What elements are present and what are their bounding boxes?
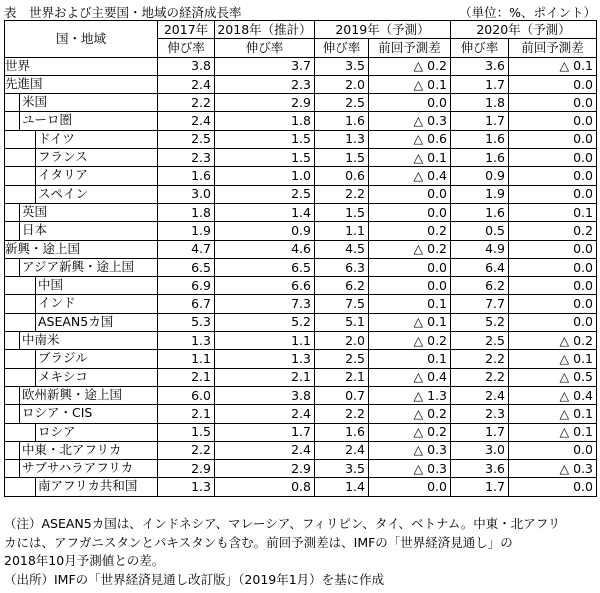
table-title: 表 世界および主要国・地域の経済成長率: [4, 5, 242, 20]
region-name: 中東・北アフリカ: [19, 442, 157, 459]
value-cell-v2018: 2.9: [215, 94, 315, 112]
table-row: [5, 75, 597, 93]
value-cell-v2017: 3.8: [158, 57, 215, 75]
region-name-cell: [5, 185, 158, 203]
value-cell-v2020: 1.7: [451, 423, 509, 441]
value-cell-v2019: 3.5: [315, 460, 369, 478]
value-cell-d2019: 0.0: [369, 258, 451, 276]
region-name-cell: [5, 167, 158, 185]
header-diff-2019: 前回予測差: [369, 39, 451, 57]
value-cell-v2020: 1.8: [451, 94, 509, 112]
value-cell-v2019: 2.0: [315, 75, 369, 93]
header-growth-2018: 伸び率: [215, 39, 315, 57]
value-cell-v2017: 2.1: [158, 368, 215, 386]
value-cell-v2017: 1.6: [158, 167, 215, 185]
region-name: 先進国: [5, 75, 43, 91]
value-cell-d2020: 0.2: [509, 222, 597, 240]
footnotes: [4, 515, 600, 589]
value-cell-v2019: 4.5: [315, 240, 369, 258]
value-cell-d2019: △ 0.6: [369, 130, 451, 148]
header-diff-2020: 前回予測差: [509, 39, 597, 57]
region-name: 英国: [19, 204, 157, 221]
value-cell-v2018: 2.1: [215, 368, 315, 386]
value-cell-v2018: 2.4: [215, 441, 315, 459]
value-cell-d2020: △ 0.5: [509, 368, 597, 386]
region-name-cell: [5, 112, 158, 130]
value-cell-d2019: △ 0.1: [369, 149, 451, 167]
value-cell-d2019: 0.0: [369, 185, 451, 203]
value-cell-d2019: 0.1: [369, 350, 451, 368]
header-row-1: [5, 21, 597, 39]
region-name-cell: [5, 130, 158, 148]
note-line: 2018年10月予測値との差。: [4, 553, 165, 568]
value-cell-v2018: 4.6: [215, 240, 315, 258]
value-cell-d2019: △ 0.2: [369, 423, 451, 441]
region-name: 新興・途上国: [5, 240, 81, 256]
value-cell-v2019: 1.6: [315, 423, 369, 441]
header-growth-2019: 伸び率: [315, 39, 369, 57]
value-cell-d2019: 0.2: [369, 222, 451, 240]
value-cell-d2020: 0.0: [509, 441, 597, 459]
value-cell-v2017: 1.3: [158, 478, 215, 496]
region-name: ブラジル: [35, 350, 157, 367]
value-cell-v2017: 1.5: [158, 423, 215, 441]
region-name-cell: [5, 460, 158, 478]
value-cell-d2019: △ 1.3: [369, 386, 451, 404]
region-name-cell: [5, 295, 158, 313]
value-cell-v2019: 1.1: [315, 222, 369, 240]
region-name-cell: [5, 277, 158, 295]
table-row: [5, 423, 597, 441]
table-row: [5, 405, 597, 423]
value-cell-v2017: 1.1: [158, 350, 215, 368]
value-cell-v2019: 0.7: [315, 386, 369, 404]
value-cell-d2020: △ 0.4: [509, 386, 597, 404]
table-row: [5, 460, 597, 478]
value-cell-d2020: 0.0: [509, 478, 597, 496]
value-cell-v2020: 3.6: [451, 57, 509, 75]
value-cell-v2017: 2.2: [158, 441, 215, 459]
value-cell-v2018: 1.5: [215, 149, 315, 167]
value-cell-v2019: 1.6: [315, 112, 369, 130]
value-cell-v2019: 2.0: [315, 332, 369, 350]
value-cell-d2019: △ 0.2: [369, 57, 451, 75]
region-name-cell: [5, 386, 158, 404]
value-cell-v2017: 2.3: [158, 149, 215, 167]
table-row: [5, 167, 597, 185]
value-cell-v2020: 1.6: [451, 130, 509, 148]
region-name-cell: [5, 441, 158, 459]
value-cell-d2020: 0.0: [509, 277, 597, 295]
value-cell-v2020: 6.2: [451, 277, 509, 295]
value-cell-v2019: 1.5: [315, 203, 369, 221]
region-name-cell: [5, 57, 158, 75]
region-name: メキシコ: [35, 369, 157, 386]
value-cell-v2019: 1.3: [315, 130, 369, 148]
region-name: ロシア・CIS: [19, 405, 157, 422]
value-cell-v2020: 1.7: [451, 75, 509, 93]
value-cell-v2019: 1.5: [315, 149, 369, 167]
region-name: 日本: [19, 222, 157, 239]
region-name-cell: [5, 149, 158, 167]
value-cell-d2020: △ 0.1: [509, 57, 597, 75]
table-row: [5, 441, 597, 459]
region-name-cell: [5, 423, 158, 441]
table-body: [5, 57, 597, 496]
value-cell-v2017: 6.5: [158, 258, 215, 276]
value-cell-v2017: 1.3: [158, 332, 215, 350]
value-cell-v2019: 3.5: [315, 57, 369, 75]
note-line: （注）ASEAN5カ国は、インドネシア、マレーシア、フィリピン、タイ、ベトナム。中東・北アフリ: [4, 516, 561, 531]
value-cell-v2017: 6.7: [158, 295, 215, 313]
region-name: ユーロ圏: [19, 112, 157, 129]
header-2020: 2020年（予測）: [451, 21, 597, 39]
table-row: [5, 295, 597, 313]
value-cell-v2017: 6.0: [158, 386, 215, 404]
value-cell-v2017: 5.3: [158, 313, 215, 331]
region-name-cell: [5, 313, 158, 331]
value-cell-d2019: △ 0.3: [369, 441, 451, 459]
region-name: インド: [35, 295, 157, 312]
value-cell-v2018: 6.5: [215, 258, 315, 276]
value-cell-d2020: △ 0.1: [509, 350, 597, 368]
header-growth-2020: 伸び率: [451, 39, 509, 57]
value-cell-v2017: 2.5: [158, 130, 215, 148]
value-cell-v2020: 1.6: [451, 149, 509, 167]
value-cell-v2018: 1.4: [215, 203, 315, 221]
value-cell-d2020: 0.0: [509, 75, 597, 93]
value-cell-v2019: 2.1: [315, 368, 369, 386]
table-row: [5, 130, 597, 148]
value-cell-d2020: 0.0: [509, 258, 597, 276]
region-name-cell: [5, 332, 158, 350]
region-name: 世界: [5, 57, 31, 73]
value-cell-d2019: 0.0: [369, 203, 451, 221]
value-cell-d2020: 0.0: [509, 149, 597, 167]
region-name: 欧州新興・途上国: [19, 387, 157, 404]
value-cell-d2020: 0.0: [509, 185, 597, 203]
value-cell-d2019: 0.1: [369, 295, 451, 313]
value-cell-d2019: △ 0.2: [369, 405, 451, 423]
value-cell-v2020: 1.9: [451, 185, 509, 203]
region-name: スペイン: [35, 186, 157, 203]
value-cell-v2017: 2.4: [158, 75, 215, 93]
table-row: [5, 258, 597, 276]
table-row: [5, 332, 597, 350]
value-cell-v2017: 1.9: [158, 222, 215, 240]
value-cell-v2017: 2.4: [158, 112, 215, 130]
region-name: ASEAN5カ国: [35, 314, 157, 331]
value-cell-v2017: 2.2: [158, 94, 215, 112]
value-cell-v2019: 7.5: [315, 295, 369, 313]
value-cell-v2018: 6.6: [215, 277, 315, 295]
value-cell-v2020: 2.2: [451, 350, 509, 368]
region-name-cell: [5, 405, 158, 423]
value-cell-v2020: 3.6: [451, 460, 509, 478]
value-cell-v2020: 2.4: [451, 386, 509, 404]
value-cell-d2019: 0.0: [369, 94, 451, 112]
value-cell-v2019: 2.5: [315, 350, 369, 368]
region-name: 中南米: [19, 332, 157, 349]
region-name-cell: [5, 94, 158, 112]
source-line: （出所）IMFの「世界経済見通し改訂版」（2019年1月）を基に作成: [4, 571, 385, 587]
table-row: [5, 277, 597, 295]
value-cell-v2020: 5.2: [451, 313, 509, 331]
table-row: [5, 478, 597, 496]
value-cell-d2020: 0.0: [509, 240, 597, 258]
value-cell-v2017: 1.8: [158, 203, 215, 221]
region-name-cell: [5, 240, 158, 258]
table-row: [5, 203, 597, 221]
growth-rate-table: [4, 20, 597, 497]
region-name-cell: [5, 478, 158, 496]
note-line: カには、アフガニスタンとパキスタンも含む。前回予測差は、IMFの「世界経済見通し」の: [4, 534, 513, 550]
header-2017: 2017年: [158, 21, 215, 39]
value-cell-v2017: 2.9: [158, 460, 215, 478]
table-row: [5, 240, 597, 258]
value-cell-v2018: 2.4: [215, 405, 315, 423]
value-cell-v2019: 0.6: [315, 167, 369, 185]
region-name-cell: [5, 203, 158, 221]
value-cell-v2018: 1.8: [215, 112, 315, 130]
value-cell-v2018: 1.5: [215, 130, 315, 148]
value-cell-d2020: △ 0.1: [509, 423, 597, 441]
value-cell-v2019: 2.2: [315, 185, 369, 203]
table-row: [5, 386, 597, 404]
header-2018: 2018年（推計）: [215, 21, 315, 39]
value-cell-v2020: 1.7: [451, 112, 509, 130]
value-cell-v2017: 6.9: [158, 277, 215, 295]
table-row: [5, 368, 597, 386]
value-cell-v2018: 1.1: [215, 332, 315, 350]
value-cell-v2018: 3.7: [215, 57, 315, 75]
table-row: [5, 94, 597, 112]
value-cell-v2018: 2.9: [215, 460, 315, 478]
value-cell-d2020: 0.0: [509, 295, 597, 313]
value-cell-v2019: 1.4: [315, 478, 369, 496]
region-name: フランス: [35, 149, 157, 166]
value-cell-v2020: 6.4: [451, 258, 509, 276]
value-cell-v2018: 7.3: [215, 295, 315, 313]
table-title-row: [4, 2, 596, 20]
value-cell-v2017: 3.0: [158, 185, 215, 203]
value-cell-v2018: 0.8: [215, 478, 315, 496]
header-growth-2017: 伸び率: [158, 39, 215, 57]
region-name: 米国: [19, 94, 157, 111]
value-cell-v2019: 2.5: [315, 94, 369, 112]
table-row: [5, 313, 597, 331]
value-cell-v2020: 2.2: [451, 368, 509, 386]
header-region: 国・地域: [5, 21, 158, 58]
value-cell-d2020: 0.0: [509, 167, 597, 185]
header-2019: 2019年（予測）: [315, 21, 451, 39]
value-cell-d2020: △ 0.3: [509, 460, 597, 478]
value-cell-d2019: △ 0.2: [369, 240, 451, 258]
value-cell-d2019: △ 0.1: [369, 313, 451, 331]
region-name: ロシア: [35, 424, 157, 441]
value-cell-v2018: 2.3: [215, 75, 315, 93]
table-row: [5, 222, 597, 240]
value-cell-d2019: △ 0.3: [369, 460, 451, 478]
value-cell-v2018: 1.7: [215, 423, 315, 441]
value-cell-d2020: 0.0: [509, 313, 597, 331]
region-name-cell: [5, 368, 158, 386]
value-cell-v2017: 4.7: [158, 240, 215, 258]
unit-label: （単位：%、ポイント）: [459, 5, 596, 20]
value-cell-v2020: 7.7: [451, 295, 509, 313]
value-cell-d2020: 0.0: [509, 112, 597, 130]
value-cell-v2019: 5.1: [315, 313, 369, 331]
value-cell-d2019: △ 0.4: [369, 368, 451, 386]
table-row: [5, 350, 597, 368]
value-cell-d2019: △ 0.2: [369, 332, 451, 350]
value-cell-v2019: 6.3: [315, 258, 369, 276]
value-cell-v2018: 0.9: [215, 222, 315, 240]
table-row: [5, 185, 597, 203]
value-cell-v2019: 2.4: [315, 441, 369, 459]
region-name-cell: [5, 258, 158, 276]
value-cell-d2019: △ 0.1: [369, 75, 451, 93]
value-cell-v2019: 6.2: [315, 277, 369, 295]
value-cell-d2019: △ 0.4: [369, 167, 451, 185]
value-cell-d2019: △ 0.3: [369, 112, 451, 130]
value-cell-v2020: 2.3: [451, 405, 509, 423]
table-row: [5, 149, 597, 167]
region-name: アジア新興・途上国: [19, 259, 157, 276]
value-cell-v2018: 5.2: [215, 313, 315, 331]
region-name-cell: [5, 75, 158, 93]
region-name: 中国: [35, 277, 157, 294]
value-cell-v2020: 1.7: [451, 478, 509, 496]
value-cell-d2020: △ 0.2: [509, 332, 597, 350]
region-name-cell: [5, 350, 158, 368]
region-name: イタリア: [35, 167, 157, 184]
region-name: ドイツ: [35, 131, 157, 148]
value-cell-v2017: 2.1: [158, 405, 215, 423]
value-cell-v2019: 2.2: [315, 405, 369, 423]
table-row: [5, 112, 597, 130]
table-row: [5, 57, 597, 75]
value-cell-v2020: 1.6: [451, 203, 509, 221]
value-cell-v2018: 1.3: [215, 350, 315, 368]
value-cell-d2020: 0.1: [509, 203, 597, 221]
value-cell-d2020: 0.0: [509, 94, 597, 112]
region-name: サブサハラアフリカ: [19, 460, 157, 477]
value-cell-v2018: 3.8: [215, 386, 315, 404]
value-cell-d2019: 0.0: [369, 478, 451, 496]
value-cell-d2019: 0.0: [369, 277, 451, 295]
region-name: 南アフリカ共和国: [35, 478, 157, 495]
value-cell-v2020: 3.0: [451, 441, 509, 459]
value-cell-v2020: 0.5: [451, 222, 509, 240]
value-cell-v2020: 0.9: [451, 167, 509, 185]
value-cell-v2020: 4.9: [451, 240, 509, 258]
region-name-cell: [5, 222, 158, 240]
value-cell-d2020: △ 0.1: [509, 405, 597, 423]
value-cell-v2018: 1.0: [215, 167, 315, 185]
value-cell-v2018: 2.5: [215, 185, 315, 203]
value-cell-d2020: 0.0: [509, 130, 597, 148]
value-cell-v2020: 2.5: [451, 332, 509, 350]
